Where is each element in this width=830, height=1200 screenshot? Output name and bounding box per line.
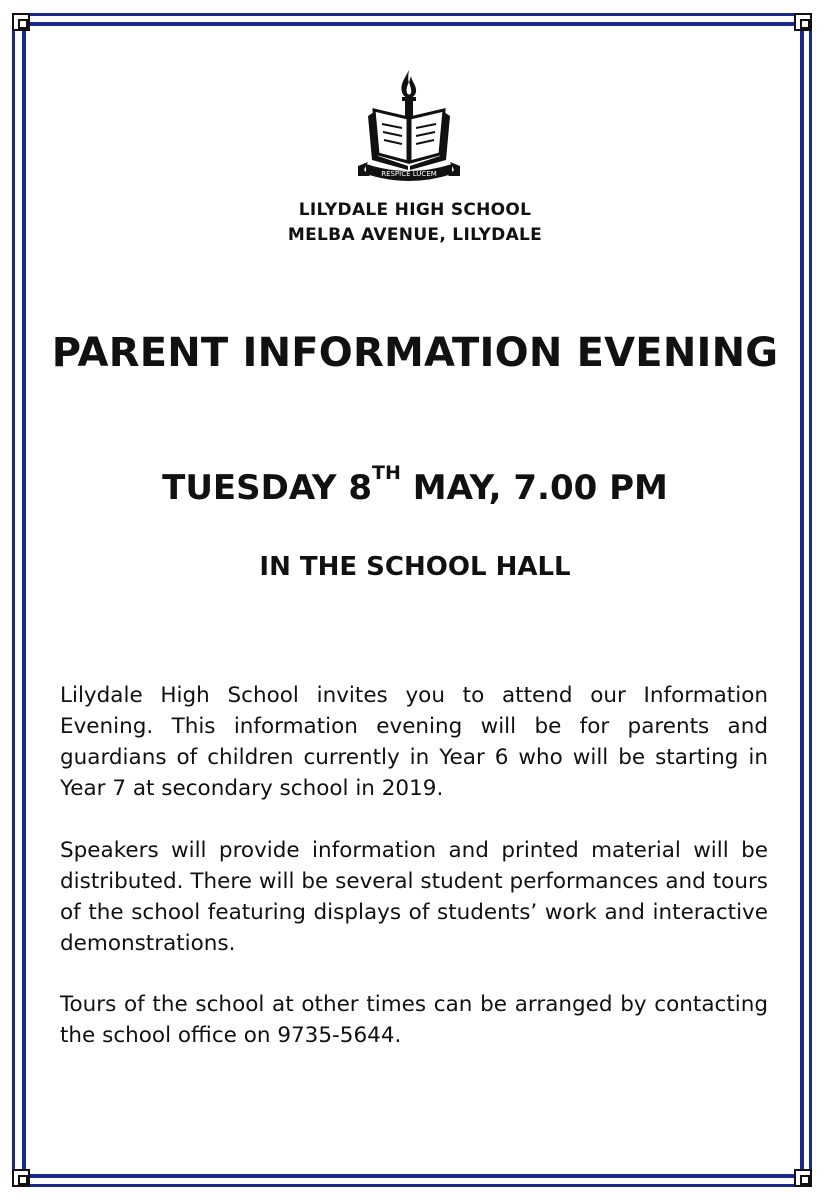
paragraph-tours: Tours of the school at other times can be arranged by contacting the school office on 9735-5644. [60,992,768,1048]
school-address: MELBA AVENUE, LILYDALE [287,225,543,245]
school-crest-logo [354,66,464,184]
corner-ornament-top-right [794,13,812,31]
crest-motto: RESPICE LUCEM [381,170,437,178]
event-date [0,462,830,508]
event-title: PARENT INFORMATION EVENING [51,330,779,376]
event-venue: IN THE SCHOOL HALL [259,552,571,582]
event-date-day: TUESDAY 8 [162,468,373,508]
corner-ornament-top-left [12,13,30,31]
corner-ornament-bottom-left [12,1169,30,1187]
corner-ornament-bottom-right [794,1169,812,1187]
paragraph-invitation: Lilydale High School invites you to attend our Information Evening. This information evening will be for parents and guardians of children currently in Year 6 who will be starting in Year 7 at secondary school in 2019. [60,683,768,801]
paragraph-speakers: Speakers will provide information and printed material will be distributed. There will be several student performances and tours of the school featuring displays of students’ work and interactive demonstrations. [60,838,768,956]
event-date-suffix: TH [372,462,401,484]
school-name: LILYDALE HIGH SCHOOL [298,200,532,220]
event-date-rest: MAY, 7.00 PM [400,468,668,508]
